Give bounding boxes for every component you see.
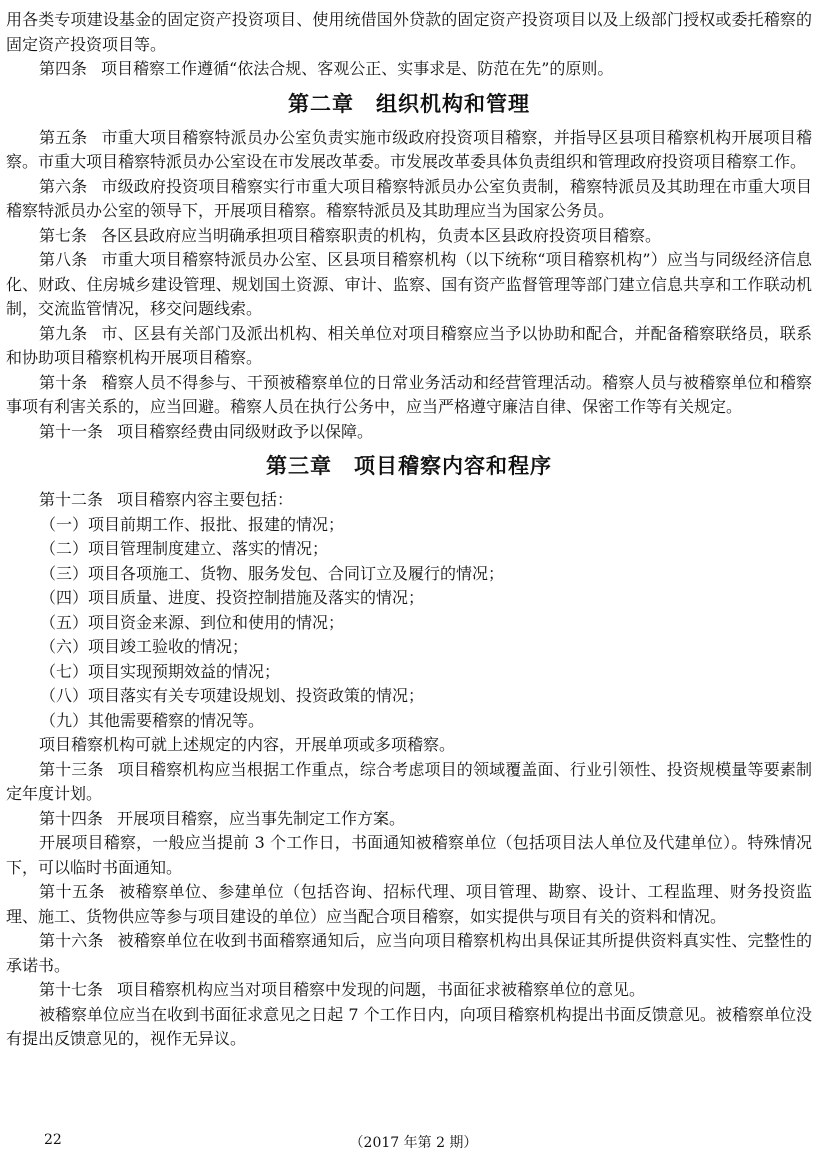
list-item: （二）项目管理制度建立、落实的情况； — [40, 539, 329, 558]
list-item: （八）项目落实有关专项建设规划、投资政策的情况； — [40, 686, 425, 705]
article-text: 市重大项目稽察特派员办公室负责实施市级政府投资项目稽察，并指导区县项目稽察机构开展项目稽察。市重大项目稽察特派员办公室设在市发展改革委。市发展改革委具体负责组织和管理政府投资项目稽察工作。 — [6, 127, 812, 171]
article-14 — [6, 807, 812, 832]
article-text: 开展项目稽察，应当事先制定工作方案。 — [117, 808, 406, 828]
article-text: 被稽察单位在收到书面稽察通知后，应当向项目稽察机构出具保证其所提供资料真实性、完整性的承诺书。 — [6, 931, 812, 975]
article-text: 稽察人员不得参与、干预被稽察单位的日常业务活动和经营管理活动。稽察人员与被稽察单位和稽察事项有利害关系的，应当回避。稽察人员在执行公务中，应当严格遵守廉洁自律、保密工作等有关规定。 — [6, 372, 812, 416]
article-label: 第十条 — [39, 372, 88, 392]
list-item: （五）项目资金来源、到位和使用的情况； — [40, 612, 345, 632]
article-text: 项目稽察工作遵循“依法合规、客观公正、实事求是、防范在先”的原则。 — [101, 59, 614, 78]
chapter-3-heading — [6, 452, 812, 480]
article-14-tail: 开展项目稽察，一般应当提前 3 个工作日，书面通知被稽察单位（包括项目法人单位及代建单位）。特殊情况下，可以临时书面通知。 — [6, 833, 812, 877]
article-label: 第十一条 — [39, 421, 104, 441]
article-4 — [6, 57, 812, 82]
list-item: （一）项目前期工作、报批、报建的情况； — [40, 514, 345, 534]
article-17 — [6, 978, 812, 1003]
article-text: 项目稽察内容主要包括： — [117, 490, 294, 509]
article-label: 第九条 — [39, 323, 88, 343]
article-text: 项目稽察机构应当根据工作重点，综合考虑项目的领域覆盖面、行业引领性、投资规模量等要素制定年度计划。 — [6, 759, 812, 803]
article-label: 第五条 — [39, 127, 88, 147]
page-number: 22 — [44, 1132, 62, 1148]
article-9 — [6, 322, 812, 371]
article-label: 第八条 — [39, 250, 88, 269]
chapter-title: 组织机构和管理 — [376, 91, 530, 116]
list-item: （四）项目质量、进度、投资控制措施及落实的情况； — [40, 588, 425, 607]
article-label: 第六条 — [39, 176, 88, 196]
article-label: 第十二条 — [39, 490, 104, 509]
article-label: 第七条 — [39, 225, 88, 245]
article-10 — [6, 371, 812, 420]
article-11 — [6, 420, 812, 445]
article-text: 项目稽察经费由同级财政予以保障。 — [117, 421, 374, 441]
article-label: 第四条 — [39, 59, 88, 78]
article-5 — [6, 126, 812, 175]
article-6 — [6, 175, 812, 224]
article-17-tail: 被稽察单位应当在收到书面征求意见之日起 7 个工作日内，向项目稽察机构提出书面反馈意见。被稽察单位没有提出反馈意见的，视作无异议。 — [6, 1004, 812, 1048]
article-label: 第十六条 — [39, 931, 104, 950]
article-7 — [6, 224, 812, 249]
chapter-number: 第二章 — [288, 91, 354, 116]
article-text: 市、区县有关部门及派出机构、相关单位对项目稽察应当予以协助和配合，并配备稽察联络员，联系和协助项目稽察机构开展项目稽察。 — [6, 323, 812, 367]
list-item: （九）其他需要稽察的情况等。 — [40, 710, 265, 730]
chapter-title: 项目稽察内容和程序 — [354, 454, 552, 478]
document-body — [6, 8, 812, 1052]
article-8 — [6, 248, 812, 322]
article-text: 被稽察单位、参建单位（包括咨询、招标代理、项目管理、勘察、设计、工程监理、财务投资监理、施工、货物供应等参与项目建设的单位）应当配合项目稽察，如实提供与项目有关的资料和情况。 — [6, 882, 812, 926]
article-13 — [6, 758, 812, 807]
article-label: 第十五条 — [39, 882, 106, 901]
article-12 — [6, 488, 812, 513]
article-label: 第十三条 — [39, 759, 104, 779]
article-text: 各区县政府应当明确承担项目稽察职责的机构，负责本区县政府投资项目稽察。 — [101, 225, 662, 245]
article-16 — [6, 929, 812, 978]
chapter-number: 第三章 — [266, 454, 332, 478]
article-text: 项目稽察机构应当对项目稽察中发现的问题，书面征求被稽察单位的意见。 — [117, 980, 646, 999]
list-item: （三）项目各项施工、货物、服务发包、合同订立及履行的情况； — [40, 563, 505, 583]
article-text: 市重大项目稽察特派员办公室、区县项目稽察机构（以下统称“项目稽察机构”）应当与同级经济信息化、财政、住房城乡建设管理、规划国土资源、审计、监察、国有资产监督管理等部门建立信息共享和工作联动机制，交流监管情况，移交问题线索。 — [6, 250, 812, 318]
article-label: 第十四条 — [39, 808, 104, 828]
article-text: 市级政府投资项目稽察实行市重大项目稽察特派员办公室负责制，稽察特派员及其助理在市重大项目稽察特派员办公室的领导下，开展项目稽察。稽察特派员及其助理应当为国家公务员。 — [6, 176, 812, 220]
article-label: 第十七条 — [39, 980, 104, 999]
article-12-tail: 项目稽察机构可就上述规定的内容，开展单项或多项稽察。 — [39, 735, 456, 754]
paragraph-continuation: 用各类专项建设基金的固定资产投资项目、使用统借国外贷款的固定资产投资项目以及上级部门授权或委托稽察的固定资产投资项目等。 — [6, 10, 812, 54]
list-item: （六）项目竣工验收的情况； — [40, 637, 249, 656]
list-item: （七）项目实现预期效益的情况； — [40, 661, 281, 681]
article-15 — [6, 880, 812, 929]
issue-label: （2017 年第 2 期） — [349, 1135, 478, 1151]
chapter-2-heading — [6, 90, 812, 118]
